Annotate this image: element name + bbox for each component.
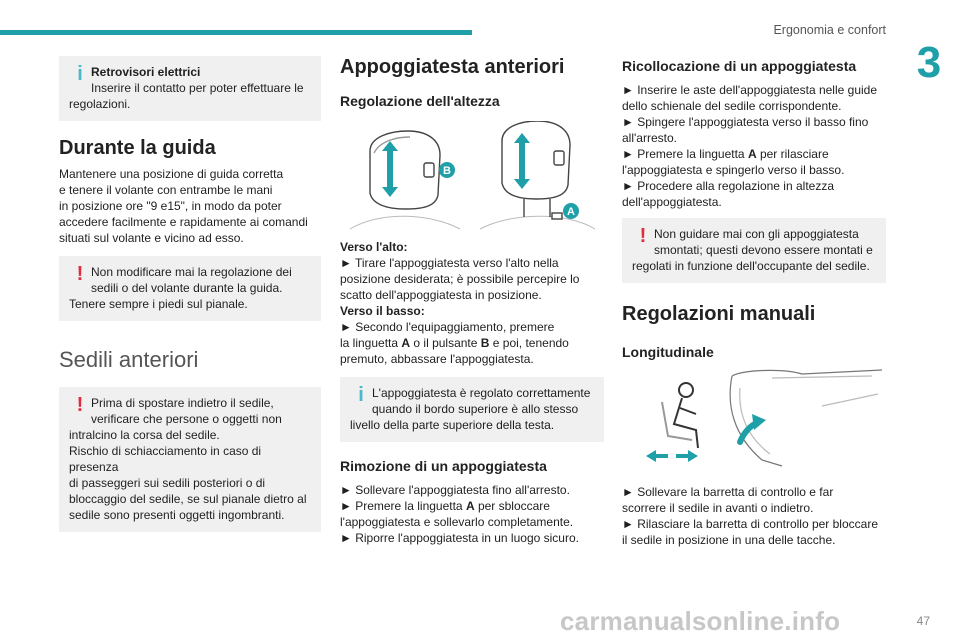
paragraph-line: posizione desiderata; è possibile percepire lo xyxy=(340,272,580,286)
box-text: regolati in funzione dell'occupante del sedile. xyxy=(632,259,870,273)
paragraph-line: ► Sollevare la barretta di controllo e far xyxy=(622,485,834,499)
box-text: Rischio di schiacciamento in caso di presenza xyxy=(69,444,262,474)
info-box-mirrors xyxy=(59,56,321,121)
box-text: intralcino la corsa del sedile. xyxy=(69,428,220,442)
info-box-headrest xyxy=(340,377,604,442)
callout-b-label: B xyxy=(443,165,451,177)
box-text: sedili o del volante durante la guida. xyxy=(91,281,283,295)
box-text: Inserire il contatto per poter effettuare le xyxy=(91,81,304,95)
paragraph-line: in posizione ore "9 e15", in modo da poter xyxy=(59,199,282,213)
seat-figure xyxy=(622,366,886,472)
paragraph-line: ► Riporre l'appoggiatesta in un luogo sicuro. xyxy=(340,531,579,545)
heading-front-seats: Sedili anteriori xyxy=(59,347,199,372)
warning-box-headrest xyxy=(622,218,886,283)
box-text: sedile sono presenti oggetti ingombranti. xyxy=(69,508,285,522)
paragraph-line: all'arresto. xyxy=(622,131,677,145)
heading-height: Regolazione dell'altezza xyxy=(340,93,500,109)
height-instructions xyxy=(340,239,604,367)
paragraph-line: accedere facilmente e rapidamente ai comandi xyxy=(59,215,308,229)
info-icon: i xyxy=(77,63,83,85)
driving-text xyxy=(59,166,321,246)
seated-person-icon xyxy=(662,383,698,448)
paragraph-line: ► Secondo l'equipaggiamento, premere xyxy=(340,320,555,334)
paragraph-line: ► Premere la linguetta A per rilasciare xyxy=(622,147,829,161)
paragraph-line: e tenere il volante con entrambe le mani xyxy=(59,183,273,197)
down-label: Verso il basso: xyxy=(340,304,425,318)
header-accent-bar xyxy=(0,30,472,35)
warning-box-seats xyxy=(59,387,321,532)
box-text: Prima di spostare indietro il sedile, xyxy=(91,396,274,410)
paragraph-line: ► Inserire le aste dell'appoggiatesta nelle guide xyxy=(622,83,877,97)
arrow-up-down-icon xyxy=(382,141,398,197)
arrow-head xyxy=(752,414,766,430)
seat-illustration xyxy=(622,366,886,472)
longitudinal-instructions xyxy=(622,484,886,548)
box-text: regolazioni. xyxy=(69,97,131,111)
box-text: quando il bordo superiore è allo stesso xyxy=(372,402,579,416)
box-text: smontati; questi devono essere montati e xyxy=(654,243,873,257)
box-text: di passeggeri sui sedili posteriori o di xyxy=(69,476,266,490)
heading-manual: Regolazioni manuali xyxy=(622,303,816,325)
removal-instructions xyxy=(340,482,604,546)
headrest-figure xyxy=(340,121,604,233)
box-text: verificare che persone o oggetti non xyxy=(91,412,282,426)
info-icon: i xyxy=(358,384,364,406)
heading-driving: Durante la guida xyxy=(59,137,216,159)
up-label: Verso l'alto: xyxy=(340,240,408,254)
paragraph-line: l'appoggiatesta e sollevarlo completamente. xyxy=(340,515,574,529)
callout-a-label: A xyxy=(567,206,575,218)
paragraph-line: dell'appoggiatesta. xyxy=(622,195,722,209)
warning-icon: ! xyxy=(76,394,84,416)
paragraph-line: il sedile in posizione in una delle tacche. xyxy=(622,533,836,547)
box-text: livello della parte superiore della testa. xyxy=(350,418,555,432)
section-title: Ergonomia e confort xyxy=(773,23,886,37)
paragraph-line: situati sul volante e vicino ad esso. xyxy=(59,231,244,245)
refit-instructions xyxy=(622,82,886,210)
box-text: L'appoggiatesta è regolato correttamente xyxy=(372,386,591,400)
column-left xyxy=(59,50,321,532)
watermark: carmanualsonline.info xyxy=(560,606,841,636)
chapter-number: 3 xyxy=(916,38,942,87)
paragraph-line: l'appoggiatesta e spingerlo verso il basso. xyxy=(622,163,845,177)
box-text: Non guidare mai con gli appoggiatesta xyxy=(654,227,859,241)
paragraph-line: ► Tirare l'appoggiatesta verso l'alto nella xyxy=(340,256,559,270)
paragraph-line: ► Sollevare l'appoggiatesta fino all'arresto. xyxy=(340,483,570,497)
heading-longitudinal: Longitudinale xyxy=(622,344,714,360)
headrest-right xyxy=(502,121,570,219)
paragraph-line: ► Premere la linguetta A per sbloccare xyxy=(340,499,550,513)
box-text: bloccaggio del sedile, se sul pianale dietro al xyxy=(69,492,307,506)
warning-icon: ! xyxy=(76,263,84,285)
heading-headrests: Appoggiatesta anteriori xyxy=(340,56,565,78)
headrest-illustration xyxy=(340,121,604,233)
paragraph-line: Mantenere una posizione di guida corretta xyxy=(59,167,284,181)
paragraph-line: premuto, abbassare l'appoggiatesta. xyxy=(340,352,534,366)
heading-removal: Rimozione di un appoggiatesta xyxy=(340,458,547,474)
paragraph-line: scorrere il sedile in avanti o indietro. xyxy=(622,501,814,515)
paragraph-line: dello schienale del sedile corrispondente. xyxy=(622,99,842,113)
paragraph-line: ► Spingere l'appoggiatesta verso il basso fino xyxy=(622,115,869,129)
paragraph-line: la linguetta A o il pulsante B e poi, tenendo xyxy=(340,336,569,350)
heading-refit: Ricollocazione di un appoggiatesta xyxy=(622,58,857,74)
paragraph-line: ► Procedere alla regolazione in altezza xyxy=(622,179,834,193)
column-right xyxy=(622,50,886,548)
box-title: Retrovisori elettrici xyxy=(91,65,201,79)
arrow-left-right-icon xyxy=(646,450,698,462)
warning-box-steering xyxy=(59,256,321,321)
warning-icon: ! xyxy=(639,225,647,247)
box-text: Tenere sempre i piedi sul pianale. xyxy=(69,297,248,311)
headrest-left xyxy=(370,131,440,209)
paragraph-line: scatto dell'appoggiatesta in posizione. xyxy=(340,288,542,302)
paragraph-line: ► Rilasciare la barretta di controllo per bloccare xyxy=(622,517,878,531)
arrow-up-down-icon xyxy=(514,133,530,189)
column-middle xyxy=(340,50,604,546)
box-text: Non modificare mai la regolazione dei xyxy=(91,265,292,279)
page-number: 47 xyxy=(916,614,930,628)
